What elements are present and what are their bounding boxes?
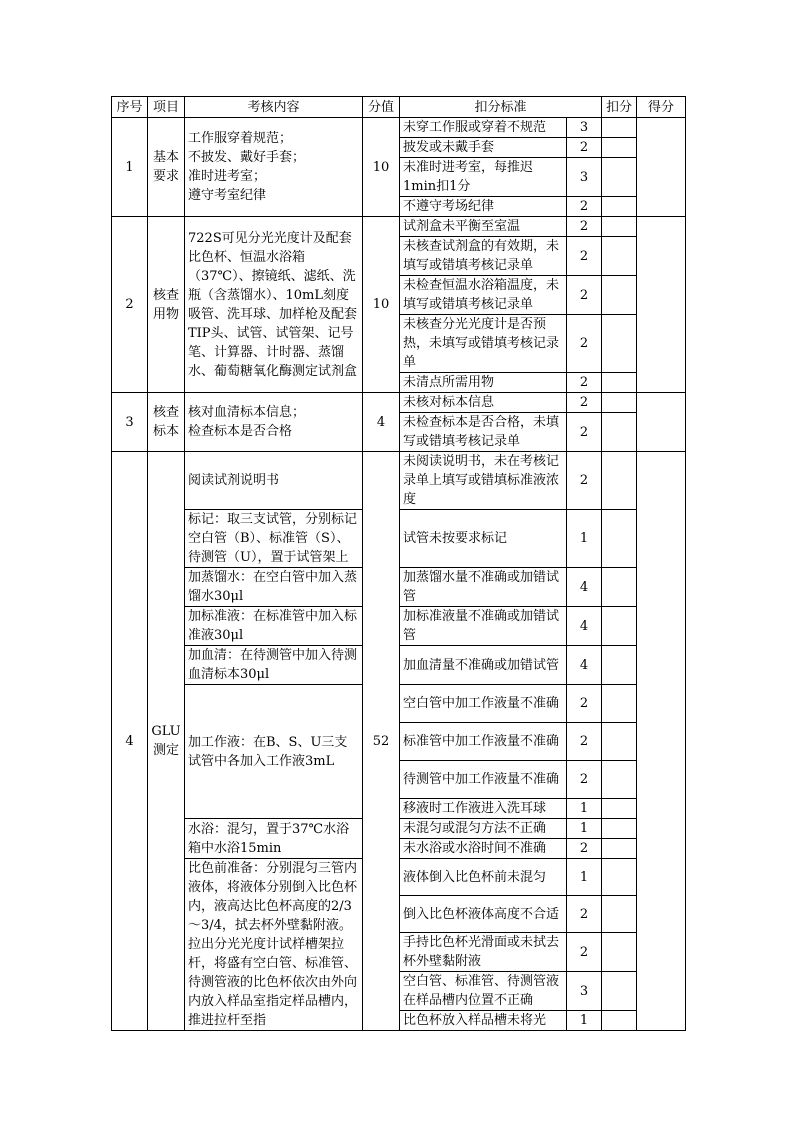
deduct-cell: [602, 896, 637, 933]
deduction-text: 移液时工作液进入洗耳球: [400, 799, 567, 819]
header-score: 得分: [637, 97, 686, 118]
content-line: 不披发、戴好手套；: [188, 150, 306, 165]
deduction-text: 披发或未戴手套: [400, 138, 567, 158]
content-line: 准时进考室；: [188, 169, 267, 184]
section-item: 核查用物: [148, 217, 185, 393]
header-standard: 扣分标准: [400, 97, 602, 118]
deduction-points: 2: [567, 197, 602, 217]
deduction-text: 未水浴或水浴时间不准确: [400, 839, 567, 859]
deduct-cell: [602, 761, 637, 799]
deduct-cell: [602, 819, 637, 839]
deduction-text: 加标准液量不准确或加错试管: [400, 607, 567, 646]
deduct-cell: [602, 138, 637, 158]
section-no: 2: [112, 217, 148, 393]
deduction-text: 未清点所需用物: [400, 373, 567, 393]
deduct-cell: [602, 568, 637, 607]
deduction-points: 1: [567, 819, 602, 839]
table-row: [112, 217, 686, 237]
content-line: 722S可见分光光度计及配套比色杯、恒温水浴箱（37℃）、擦镜纸、滤纸、洗瓶（含蒸馏水）、10mL刻度吸管、洗耳球、加样枪及配套TIP头、试管、试管架、记号笔、计算器、计时器、蒸馏水、葡萄糖氧化酶测定试剂盒: [188, 230, 358, 379]
deduction-text: 试剂盒未平衡至室温: [400, 217, 567, 237]
group-content: 比色前准备：分别混匀三管内液体，将液体分别倒入比色杯内，液高达比色杯高度的2/3～3/4，拭去杯外壁黏附液。拉出分光光度计试样槽架拉杆，将盛有空白管、标准管、待测管液的比色杯依次由外向内放入样品室指定样品槽内，推进拉杆至指: [185, 859, 363, 1031]
table-row: [112, 118, 686, 138]
section-item: 基本要求: [148, 118, 185, 217]
group-content: 阅读试剂说明书: [185, 452, 363, 510]
deduct-cell: [602, 373, 637, 393]
group-content: 加血清：在待测管中加入待测血清标本30μl: [185, 646, 363, 685]
deduction-points: 1: [567, 510, 602, 568]
deduction-points: 2: [567, 685, 602, 723]
deduct-cell: [602, 217, 637, 237]
deduct-cell: [602, 799, 637, 819]
deduct-cell: [602, 452, 637, 510]
deduction-points: 2: [567, 723, 602, 761]
deduction-text: 倒入比色杯液体高度不合适: [400, 896, 567, 933]
deduct-cell: [602, 972, 637, 1011]
section-points: 10: [363, 118, 400, 217]
deduction-text: 未核对标本信息: [400, 393, 567, 413]
deduction-text: 未混匀或混匀方法不正确: [400, 819, 567, 839]
deduction-points: 2: [567, 933, 602, 972]
deduction-points: 2: [567, 315, 602, 373]
header-deduct: 扣分: [602, 97, 637, 118]
section-points: 4: [363, 393, 400, 452]
deduction-text: 空白管中加工作液量不准确: [400, 685, 567, 723]
score-cell: [637, 217, 686, 393]
deduction-points: 2: [567, 237, 602, 276]
deduction-points: 2: [567, 217, 602, 237]
deduction-points: 2: [567, 276, 602, 315]
deduct-cell: [602, 723, 637, 761]
table-body: [112, 118, 686, 1031]
deduction-text: 标准管中加工作液量不准确: [400, 723, 567, 761]
score-cell: [637, 118, 686, 217]
deduction-points: 1: [567, 799, 602, 819]
deduction-points: 3: [567, 972, 602, 1011]
group-content: 加工作液：在B、S、U三支试管中各加入工作液3mL: [185, 685, 363, 819]
deduction-text: 未检查标本是否合格，未填写或错填考核记录单: [400, 413, 567, 452]
deduct-cell: [602, 859, 637, 896]
deduct-cell: [602, 276, 637, 315]
deduct-cell: [602, 393, 637, 413]
deduct-cell: [602, 839, 637, 859]
deduction-points: 3: [567, 118, 602, 138]
deduction-points: 2: [567, 413, 602, 452]
deduction-text: 未准时进考室，每推迟1min扣1分: [400, 158, 567, 197]
deduct-cell: [602, 158, 637, 197]
deduct-cell: [602, 237, 637, 276]
group-content: 水浴：混匀，置于37℃水浴箱中水浴15min: [185, 819, 363, 859]
deduct-cell: [602, 118, 637, 138]
table-row: [112, 452, 686, 510]
deduction-text: 空白管、标准管、待测管液在样品槽内位置不正确: [400, 972, 567, 1011]
deduction-text: 试管未按要求标记: [400, 510, 567, 568]
group-content: 标记：取三支试管，分别标记空白管（B）、标准管（S）、待测管（U），置于试管架上: [185, 510, 363, 568]
score-cell: [637, 393, 686, 452]
section-no: 3: [112, 393, 148, 452]
deduction-points: 4: [567, 607, 602, 646]
section-no: 1: [112, 118, 148, 217]
deduction-text: 加蒸馏水量不准确或加错试管: [400, 568, 567, 607]
content-line: 遵守考室纪律: [188, 188, 267, 203]
header-content: 考核内容: [185, 97, 363, 118]
assessment-table: [111, 96, 686, 1031]
deduction-points: 2: [567, 138, 602, 158]
section-no: 4: [112, 452, 148, 1031]
deduction-text: 未穿工作服或穿着不规范: [400, 118, 567, 138]
deduction-points: 2: [567, 896, 602, 933]
deduct-cell: [602, 1011, 637, 1031]
section-content: [185, 393, 363, 452]
deduction-text: 比色杯放入样品槽未将光: [400, 1011, 567, 1031]
deduction-points: 1: [567, 859, 602, 896]
deduction-text: 未检查恒温水浴箱温度，未填写或错填考核记录单: [400, 276, 567, 315]
header-no: 序号: [112, 97, 148, 118]
group-content: 加蒸馏水：在空白管中加入蒸馏水30μl: [185, 568, 363, 607]
header-item: 项目: [148, 97, 185, 118]
deduction-text: 待测管中加工作液量不准确: [400, 761, 567, 799]
deduction-text: 加血清量不准确或加错试管: [400, 646, 567, 685]
content-line: 核对血清标本信息；: [188, 405, 306, 420]
deduction-points: 2: [567, 761, 602, 799]
content-line: 工作服穿着规范；: [188, 131, 293, 146]
deduction-points: 2: [567, 452, 602, 510]
deduction-text: 未核查试剂盒的有效期，未填写或错填考核记录单: [400, 237, 567, 276]
deduction-text: 手持比色杯光滑面或未拭去杯外壁黏附液: [400, 933, 567, 972]
deduct-cell: [602, 607, 637, 646]
deduct-cell: [602, 510, 637, 568]
deduction-text: 液体倒入比色杯前未混匀: [400, 859, 567, 896]
deduction-points: 3: [567, 158, 602, 197]
deduct-cell: [602, 413, 637, 452]
section-content: [185, 118, 363, 217]
section-points: 52: [363, 452, 400, 1031]
deduct-cell: [602, 646, 637, 685]
deduction-points: 2: [567, 393, 602, 413]
deduction-text: 未阅读说明书，未在考核记录单上填写或错填标准液浓度: [400, 452, 567, 510]
header-points: 分值: [363, 97, 400, 118]
header-row: [112, 97, 686, 118]
table-row: [112, 393, 686, 413]
deduction-points: 2: [567, 373, 602, 393]
deduction-points: 1: [567, 1011, 602, 1031]
deduction-points: 2: [567, 839, 602, 859]
section-points: 10: [363, 217, 400, 393]
section-item: 核查标本: [148, 393, 185, 452]
deduct-cell: [602, 197, 637, 217]
score-cell: [637, 452, 686, 1031]
deduction-points: 4: [567, 568, 602, 607]
deduction-text: 不遵守考场纪律: [400, 197, 567, 217]
section-content: [185, 217, 363, 393]
deduct-cell: [602, 315, 637, 373]
group-content: 加标准液：在标准管中加入标准液30μl: [185, 607, 363, 646]
section-item: GLU测定: [148, 452, 185, 1031]
deduct-cell: [602, 933, 637, 972]
content-line: 检查标本是否合格: [188, 424, 293, 439]
deduction-text: 未核查分光光度计是否预热，未填写或错填考核记录单: [400, 315, 567, 373]
deduction-points: 4: [567, 646, 602, 685]
deduct-cell: [602, 685, 637, 723]
